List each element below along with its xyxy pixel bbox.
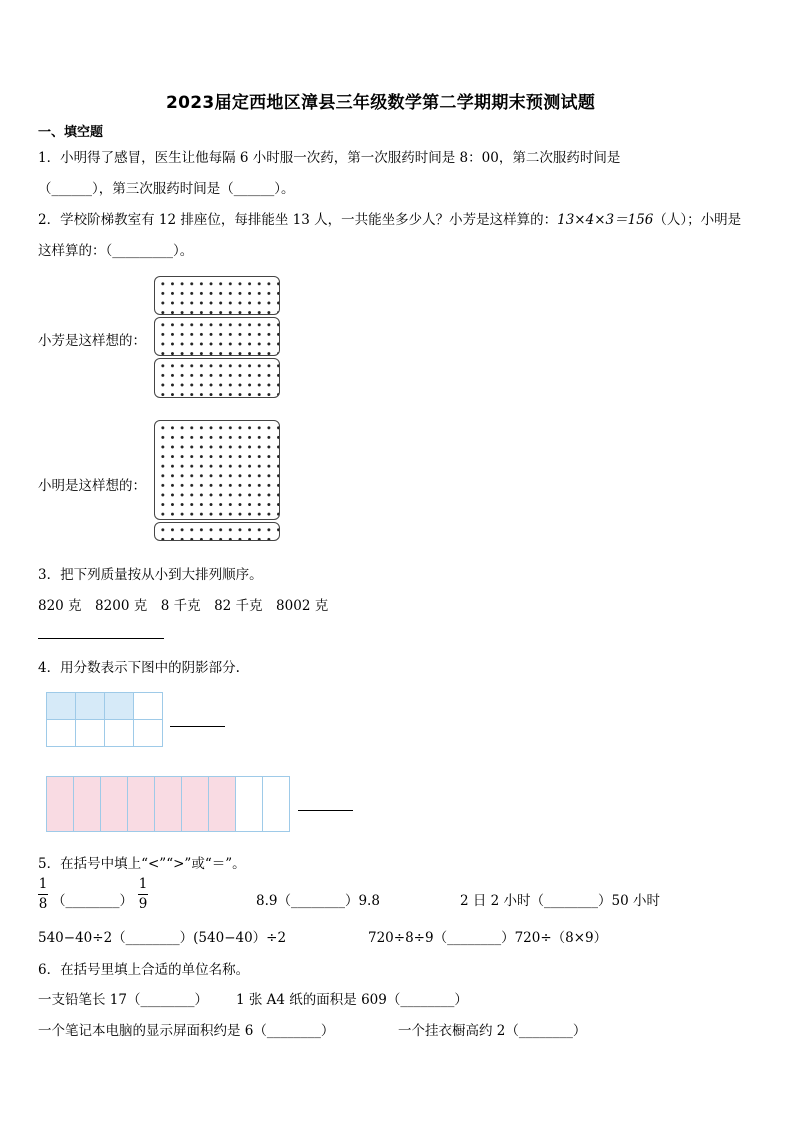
grid-cell [134,720,163,747]
fraction-bar-pink [46,776,290,832]
section-heading: 一、填空题 [38,125,104,140]
q3-items: 820 克 8200 克 8 千克 82 千克 8002 克 [38,598,329,614]
bar-cell [263,777,290,832]
grid-cell-shaded [76,693,105,720]
grid-cell [47,720,76,747]
bar-cell-shaded [47,777,74,832]
frac-bar [138,894,148,895]
bar-cell-shaded [155,777,182,832]
bar-cell-shaded [128,777,155,832]
bar-cell-shaded [209,777,236,832]
page-title: 2023届定西地区漳县三年级数学第二学期期末预测试题 [166,93,596,113]
q5-expr-3: 2 日 2 小时（________）50 小时 [460,893,661,909]
grid-cell [105,720,134,747]
q5-line1: 5．在括号中填上“<”“>”或“＝”。 [38,856,246,872]
dot-block-xiaofang-3 [154,358,280,398]
grid-cell-shaded [105,693,134,720]
frac-numerator: 1 [138,876,148,892]
q6-expr-2: 1 张 A4 纸的面积是 609（________） [236,992,468,1008]
fraction-one-ninth [138,877,148,912]
dot-block-xiaofang-1 [154,276,280,315]
q2-line2: 这样算的：（_________）。 [38,243,194,259]
frac-denominator: 8 [38,896,48,912]
xiaofang-label: 小芳是这样想的： [38,333,146,349]
q5-blank-1: （________） [52,893,133,909]
q6-expr-4: 一个挂衣橱高约 2（________） [398,1023,587,1039]
fraction-grid-blue [46,692,163,747]
q5-expr-4: 540−40÷2（________）(540−40）÷2 [38,930,287,946]
q4-answer-line-1 [170,726,225,727]
q4-line1: 4．用分数表示下图中的阴影部分. [38,660,240,676]
grid-cell-shaded [47,693,76,720]
q6-expr-1: 一支铅笔长 17（________） [38,992,208,1008]
q6-expr-3: 一个笔记本电脑的显示屏面积约是 6（________） [38,1023,335,1039]
dot-block-xiaoming-main [154,420,280,520]
bar-cell [236,777,263,832]
q2-text: 2．学校阶梯教室有 12 排座位，每排能坐 13 人，一共能坐多少人？小芳是这样算的： [38,212,558,228]
bar-cell-shaded [182,777,209,832]
q3-answer-line [38,638,164,639]
q1-line2: （______），第三次服药时间是（______）。 [38,181,295,197]
q6-line1: 6．在括号里填上合适的单位名称。 [38,962,250,978]
q1-line1: 1．小明得了感冒，医生让他每隔 6 小时服一次药，第一次服药时间是 8：00，第二次服药时间是 [38,150,621,166]
q5-expr-5: 720÷8÷9（________）720÷（8×9） [368,930,608,946]
q2-formula: 13×4×3＝156 [557,212,654,228]
q2-text-end: （人）；小明是 [653,212,742,228]
dot-block-xiaofang-2 [154,317,280,356]
bar-cell-shaded [101,777,128,832]
q3-line1: 3．把下列质量按从小到大排列顺序。 [38,567,263,583]
bar-cell-shaded [74,777,101,832]
xiaoming-label: 小明是这样想的： [38,478,146,494]
q5-expr-2: 8.9（________）9.8 [256,893,380,909]
frac-bar [38,894,48,895]
grid-cell [76,720,105,747]
grid-cell [134,693,163,720]
frac-numerator: 1 [38,876,48,892]
dot-block-xiaoming-row [154,522,280,541]
q4-answer-line-2 [298,810,353,811]
q2-line1 [38,208,741,228]
frac-denominator: 9 [138,896,148,912]
fraction-one-eighth [38,877,48,912]
